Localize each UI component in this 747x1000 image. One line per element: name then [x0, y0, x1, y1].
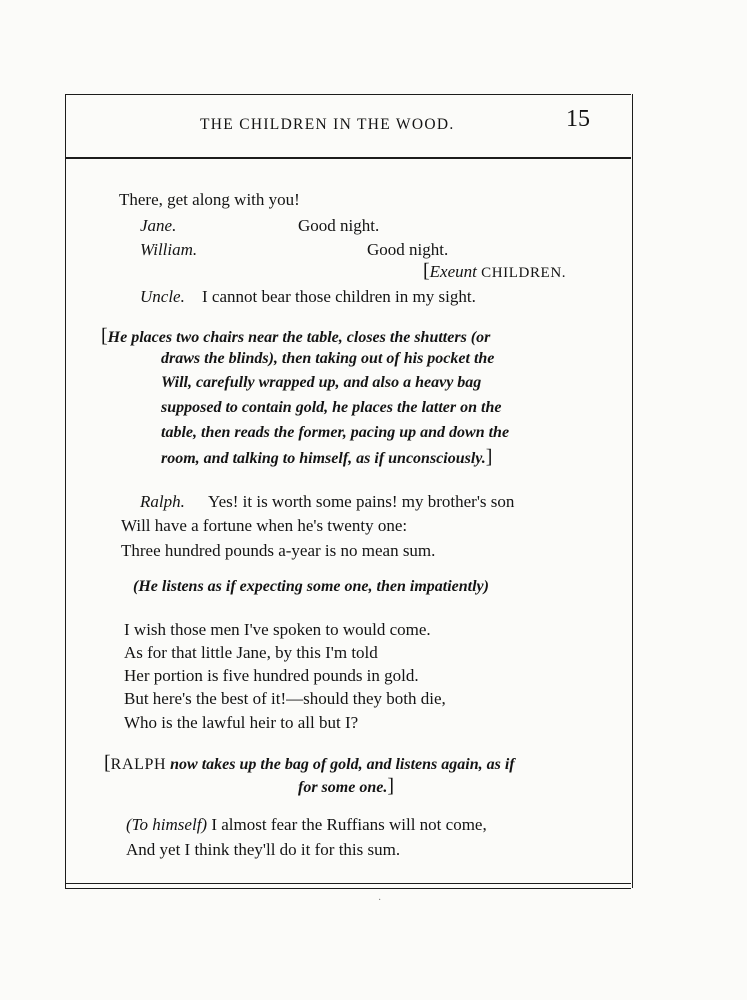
stage-direction-line: table, then reads the former, pacing up and down the — [161, 424, 510, 441]
dialogue-line: Good night. — [367, 240, 449, 259]
verse-line: Will have a fortune when he's twenty one: — [121, 516, 408, 535]
scan-speck: · — [378, 895, 382, 906]
stage-direction-line: [He places two chairs near the table, closes the shutters (or — [101, 325, 491, 347]
dialogue-line: Good night. — [298, 216, 380, 235]
aside-direction: (To himself) — [126, 815, 208, 834]
stage-direction-line: (He listens as if expecting some one, then impatiently) — [133, 578, 489, 595]
exeunt-word: Exeunt — [429, 262, 477, 281]
verse-line: I wish those men I've spoken to would come. — [124, 620, 431, 639]
bracket: ] — [485, 446, 493, 468]
header-rule — [65, 157, 631, 159]
stage-direction-line: [RALPH now takes up the bag of gold, and listens again, as if — [104, 752, 515, 774]
verse-line: Yes! it is worth some pains! my brother's son — [208, 492, 515, 511]
exit-direction — [423, 260, 566, 283]
ralph-name: RALPH — [110, 756, 167, 773]
stage-direction-line: draws the blinds), then taking out of his pocket the — [161, 350, 495, 367]
top-rule — [65, 94, 631, 95]
dialogue-line: I cannot bear those children in my sight. — [202, 287, 476, 306]
verse-line: But here's the best of it!—should they both die, — [124, 689, 446, 708]
bracket: [ — [101, 325, 108, 347]
page-number: 15 — [566, 106, 590, 132]
dialogue-line: There, get along with you! — [119, 190, 300, 209]
speaker-jane: Jane. — [140, 216, 177, 235]
bottom-rule — [65, 883, 631, 884]
children-word: CHILDREN. — [481, 265, 567, 281]
bracket: [ — [423, 260, 430, 282]
bracket: [ — [104, 752, 111, 774]
stage-direction-line: Will, carefully wrapped up, and also a heavy bag — [161, 374, 482, 391]
speaker-uncle: Uncle. — [140, 287, 185, 306]
verse-line: And yet I think they'll do it for this sum. — [126, 840, 401, 859]
stage-direction-line: supposed to contain gold, he places the latter on the — [161, 399, 502, 416]
verse-line: Who is the lawful heir to all but I? — [124, 713, 359, 732]
running-title: THE CHILDREN IN THE WOOD. — [200, 116, 455, 133]
stage-direction-line: for some one.] — [298, 775, 394, 797]
stage-direction-line: room, and talking to himself, as if unconsciously.] — [161, 446, 493, 468]
verse-line: (To himself) I almost fear the Ruffians will not come, — [126, 815, 487, 834]
verse-line: Three hundred pounds a-year is no mean sum. — [121, 541, 436, 560]
bracket: ] — [387, 775, 394, 797]
speaker-william: William. — [140, 240, 198, 259]
verse-line: As for that little Jane, by this I'm told — [124, 643, 378, 662]
verse-line: Her portion is five hundred pounds in gold. — [124, 666, 419, 685]
bottom-rule-outer — [65, 888, 631, 889]
speaker-ralph: Ralph. — [140, 492, 185, 511]
